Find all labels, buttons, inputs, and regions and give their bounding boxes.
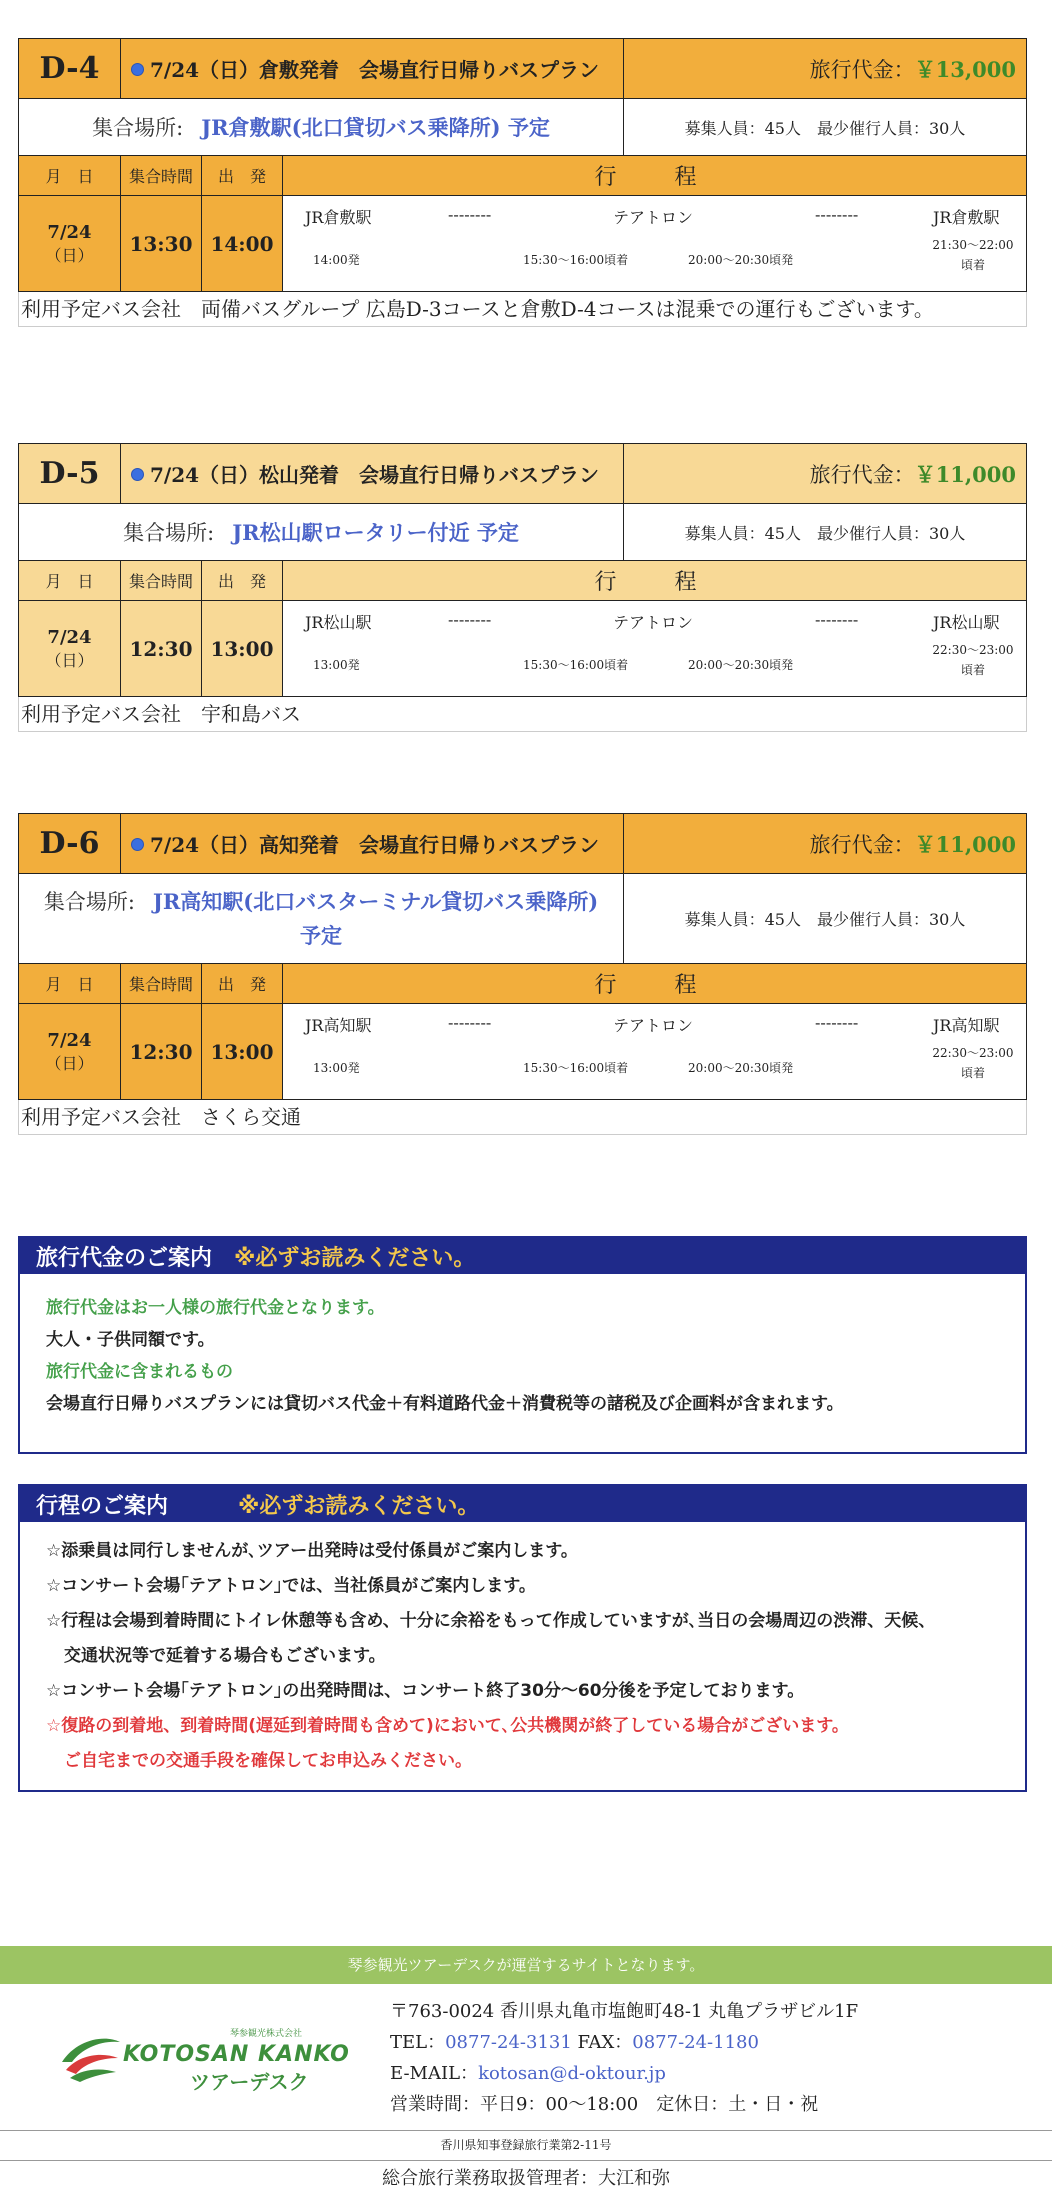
contact-info	[390, 1996, 858, 2120]
itinerary-cell	[283, 196, 1027, 292]
end-time: 21:30～22:00頃着	[932, 237, 1014, 272]
row-meet-time: 12:30	[121, 601, 202, 697]
price-line-1: 旅行代金はお一人様の旅行代金となります。	[46, 1298, 385, 1318]
footer-band: 琴参観光ツアーデスクが運営するサイトとなります。	[0, 1946, 1052, 1984]
price-line-4: 会場直行日帰りバスプランには貸切バス代金＋有料道路代金＋消費税等の諸税及び企画料が含まれます。	[46, 1394, 844, 1414]
business-hours: 営業時間：平日9：00～18:00 定休日：土・日・祝	[390, 2094, 819, 2115]
plan-price: 旅行代金：￥11,000	[624, 814, 1027, 874]
plan-code: D-5	[19, 444, 121, 504]
col-date: 月 日	[19, 156, 121, 196]
arrive-label: 15:30～16:00頃着	[523, 252, 629, 267]
venue: テアトロン	[613, 1015, 694, 1035]
price-line-2: 大人・子供同額です。	[46, 1330, 215, 1350]
itinerary-notice-header: 行程のご案内 ※必ずお読みください。	[20, 1486, 1025, 1522]
recruit-info: 募集人員：45人 最少催行人員：30人	[624, 874, 1027, 964]
end-station: JR高知駅	[933, 1015, 1000, 1035]
logo-corp: 琴参観光株式会社	[230, 2029, 303, 2039]
plan-d6	[18, 813, 1027, 1135]
col-depart: 出 発	[202, 964, 283, 1004]
itinerary-cell	[283, 1004, 1027, 1100]
plan-code: D-6	[19, 814, 121, 874]
depart-label: 14:00発	[313, 252, 360, 267]
dash-2: --------	[815, 204, 859, 224]
leave-label: 20:00～20:30頃発	[688, 1060, 794, 1075]
recruit-info: 募集人員：45人 最少催行人員：30人	[624, 99, 1027, 156]
recruit-info: 募集人員：45人 最少催行人員：30人	[624, 504, 1027, 561]
end-station: JR倉敷駅	[933, 207, 1000, 227]
row-depart: 13:00	[202, 1004, 283, 1100]
bus-company: 利用予定バス会社 さくら交通	[18, 1100, 1027, 1135]
bus-company: 利用予定バス会社 両備バスグループ 広島D-3コースと倉敷D-4コースは混乗での運行もございます。	[18, 292, 1027, 327]
leave-label: 20:00～20:30頃発	[688, 657, 794, 672]
dash-1: --------	[448, 609, 492, 629]
plan-d5	[18, 443, 1027, 732]
venue: テアトロン	[613, 612, 694, 632]
email-line: E-MAIL：kotosan@d-oktour.jp	[390, 2063, 666, 2084]
phone-line: TEL：0877-24-3131 FAX：0877-24-1180	[390, 2032, 759, 2053]
col-itinerary: 行 程	[283, 561, 1027, 601]
meeting-place: 集合場所: JR倉敷駅(北口貸切バス乗降所) 予定	[19, 99, 624, 156]
end-time: 22:30～23:00頃着	[932, 1045, 1014, 1080]
dash-2: --------	[815, 1012, 859, 1032]
arrive-label: 15:30～16:00頃着	[523, 1060, 629, 1075]
itin-line-4: ☆コンサート会場｢テアトロン｣の出発時間は、コンサート終了30分～60分後を予定しております。	[46, 1681, 805, 1701]
col-depart: 出 発	[202, 561, 283, 601]
bullet-dot-icon	[131, 838, 144, 851]
col-meet-time: 集合時間	[121, 964, 202, 1004]
itinerary-cell	[283, 601, 1027, 697]
col-itinerary: 行 程	[283, 156, 1027, 196]
bullet-dot-icon	[131, 63, 144, 76]
row-depart: 13:00	[202, 601, 283, 697]
tel-link[interactable]: 0877-24-3131	[445, 2032, 572, 2053]
arrive-label: 15:30～16:00頃着	[523, 657, 629, 672]
row-date: 7/24 （日）	[19, 196, 121, 292]
start-station: JR高知駅	[305, 1015, 372, 1035]
start-station: JR松山駅	[305, 612, 372, 632]
meeting-place: 集合場所: JR高知駅(北口バスターミナル貸切バス乗降所) 予定	[19, 874, 624, 964]
license: 香川県知事登録旅行業第2-11号	[440, 2138, 612, 2152]
row-date: 7/24 （日）	[19, 601, 121, 697]
meeting-place: 集合場所: JR松山駅ロータリー付近 予定	[19, 504, 624, 561]
address: 〒763-0024 香川県丸亀市塩飽町48-1 丸亀プラザビル1F	[390, 2001, 859, 2022]
plan-title: 7/24（日）松山発着 会場直行日帰りバスプラン	[121, 444, 624, 504]
itin-line-5: ☆復路の到着地、到着時間(遅延到着時間も含めて)において､公共機関が終了している場合がございます。	[46, 1716, 849, 1736]
col-meet-time: 集合時間	[121, 156, 202, 196]
end-time: 22:30～23:00頃着	[932, 642, 1014, 677]
depart-label: 13:00発	[313, 657, 360, 672]
col-depart: 出 発	[202, 156, 283, 196]
row-depart: 14:00	[202, 196, 283, 292]
kotosan-logo[interactable]	[58, 2024, 350, 2094]
email-link[interactable]: kotosan@d-oktour.jp	[478, 2063, 666, 2084]
itin-line-5b: ご自宅までの交通手段を確保してお申込みください。	[64, 1751, 472, 1771]
logo-sub: ツアーデスク	[190, 2070, 309, 2094]
price-notice	[18, 1236, 1027, 1454]
price-line-3: 旅行代金に含まれるもの	[46, 1362, 233, 1382]
logo-main: KOTOSAN KANKO	[123, 2042, 350, 2067]
plan-code: D-4	[19, 39, 121, 99]
row-date: 7/24 （日）	[19, 1004, 121, 1100]
itin-line-3b: 交通状況等で延着する場合もございます。	[64, 1646, 386, 1666]
dash-1: --------	[448, 204, 492, 224]
col-date: 月 日	[19, 561, 121, 601]
leave-label: 20:00～20:30頃発	[688, 252, 794, 267]
itin-line-1: ☆添乗員は同行しませんが､ツアー出発時は受付係員がご案内します。	[46, 1541, 578, 1561]
end-station: JR松山駅	[933, 612, 1000, 632]
itinerary-notice	[18, 1484, 1027, 1792]
footer-divider-2	[0, 2160, 1052, 2161]
plan-title: 7/24（日）高知発着 会場直行日帰りバスプラン	[121, 814, 624, 874]
start-station: JR倉敷駅	[305, 207, 372, 227]
footer	[0, 1984, 1052, 2130]
plan-price: 旅行代金：￥13,000	[624, 39, 1027, 99]
bus-company: 利用予定バス会社 宇和島バス	[18, 697, 1027, 732]
fax-link[interactable]: 0877-24-1180	[632, 2032, 759, 2053]
swoosh-logo-icon	[58, 2032, 124, 2084]
itin-line-2: ☆コンサート会場｢テアトロン｣では、当社係員がご案内します。	[46, 1576, 536, 1596]
dash-1: --------	[448, 1012, 492, 1032]
plan-d4	[18, 38, 1027, 327]
itin-line-3: ☆行程は会場到着時間にトイレ休憩等も含め、十分に余裕をもって作成していますが､当日の会場周辺の渋滞、天候、	[46, 1611, 936, 1631]
dash-2: --------	[815, 609, 859, 629]
depart-label: 13:00発	[313, 1060, 360, 1075]
col-date: 月 日	[19, 964, 121, 1004]
plan-price: 旅行代金：￥11,000	[624, 444, 1027, 504]
col-meet-time: 集合時間	[121, 561, 202, 601]
manager: 総合旅行業務取扱管理者：大江和弥	[382, 2168, 670, 2187]
row-meet-time: 12:30	[121, 1004, 202, 1100]
col-itinerary: 行 程	[283, 964, 1027, 1004]
row-meet-time: 13:30	[121, 196, 202, 292]
bullet-dot-icon	[131, 468, 144, 481]
venue: テアトロン	[613, 207, 694, 227]
plan-title: 7/24（日）倉敷発着 会場直行日帰りバスプラン	[121, 39, 624, 99]
price-notice-header: 旅行代金のご案内 ※必ずお読みください。	[20, 1238, 1025, 1274]
